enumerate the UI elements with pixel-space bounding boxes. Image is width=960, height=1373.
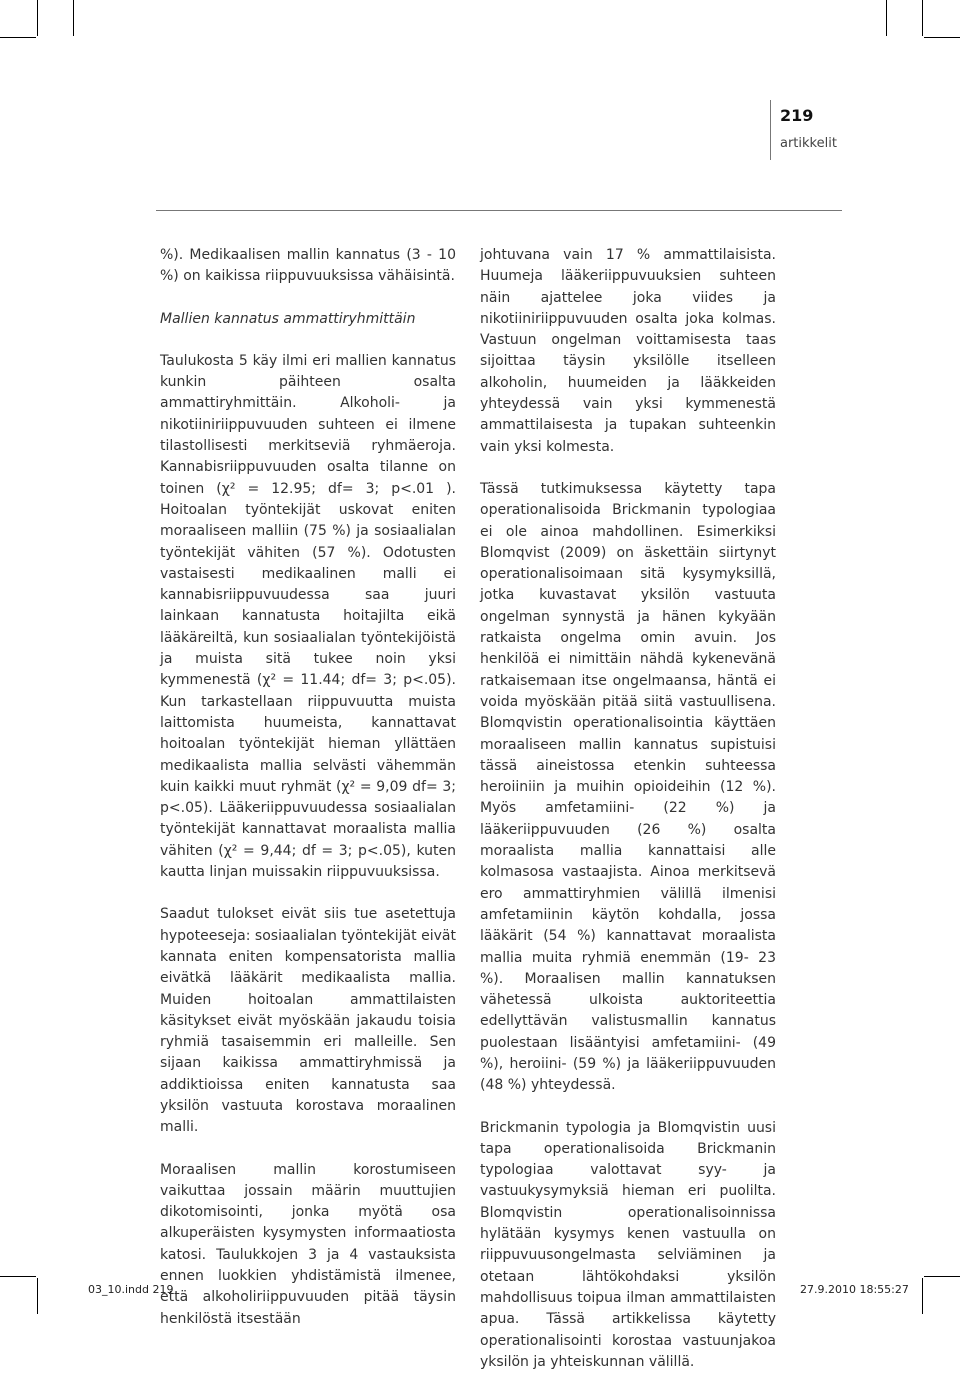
crop-mark <box>922 0 923 36</box>
paragraph: Brickmanin typologia ja Blomqvistin uusi tapa operationalisoida Brickmanin typologiaa valottavat syy- ja vastuukysymyksiä hieman eri puolilta. Blomqvistin operationalisoinnissa hylätään kysymys kenen vastuulla on riippuvuusongelmasta selviäminen ja otetaan lähtökohdaksi yksilön mahdollisuus toipua ilman ammattilaisten apua. Tässä artikkelissa käytetty operationalisointi korostaa vastuunjakoa yksilön ja yhteiskunnan välillä. <box>480 1119 776 1370</box>
paragraph: Tässä tutkimuksessa käytetty tapa operationalisoida Brickmanin typologiaa ei ole ainoa mahdollinen. Esimerkiksi Blomqvist (2009) on äskettäin siirtynyt operationalisoimaan sitä kysymyksillä, jotka kuvastavat yksilön vastuuta ongelman synnystä ja hänen kykyään ratkaista ongelma omin avuin. Jos henkilöä ei nimittäin nähdä kykenevänä ratkaisemaan itse ongelmaansa, häntä ei voida myöskään pitää siitä vastuullisena. Blomqvistin operationalisointia käyttäen moraaliseen mallin kannatus supistuisi tässä aineistossa etenkin suhteessa heroiiniin ja muihin opioideihin (12 %). Myös amfetamiini- (22 %) ja lääkeriippuvuuden (26 %) osalta moraalista mallia kannattaisi alle kolmasosa vastaajista. Ainoa merkitsevä ero ammattiryhmien välillä ilmenisi amfetamiinin käytön kohdalla, jossa lääkärit (54 %) kannattavat moraalista mallia muita ryhmiä enemmän (19- 23 %). Moraalisen mallin kannatuksen vähetessä ulkoista auktoriteettia edellyttävän valistusmallin kannatus puolestaan lisääntyisi amfetamiini- (49 %), heroiini- (59 %) ja lääkeriippuvuuden (48 %) yhteydessä. <box>480 480 776 1094</box>
crop-mark <box>924 37 960 38</box>
crop-mark <box>886 0 887 36</box>
paragraph: Taulukosta 5 käy ilmi eri mallien kannatus kunkin päihteen osalta ammattiryhmittäin. Alkoholi- ja nikotiiniriippuvuuden suhteen ei ilmene tilastollisesti merkitseviä ryhmäeroja. Kannabisriippuvuuden osalta tilanne on toinen (χ² = 12.95; df= 3; p<.01 ). Hoitoalan työntekijät uskovat eniten moraaliseen malliin (75 %) ja sosiaalialan työntekijät vähiten (57 %). Odotusten vastaisesti medikaalinen malli ei kannabisriippuvuudessa saa juuri lainkaan kannatusta hoitajilta eikä lääkäreiltä, kun sosiaalialan työntekijöistä ja muista sitä tukee noin yksi kymmenestä (χ² = 11.44; df= 3; p<.05). Kun tarkastellaan riippuvuutta muista laittomista huumeista, kannattavat hoitoalan työntekijät hieman yllättäen medikaalista mallia selvästi vähemmän kuin kaikki muut ryhmät (χ² = 9,09 df= 3; p<.05). Lääkeriippuvuudessa sosiaalialan työntekijät kannattavat moraalista mallia vähiten (χ² = 9,44; df = 3; p<.05), kuten kautta linjan muissakin riippuvuuksissa. <box>160 352 456 881</box>
right-text-column <box>480 245 776 1373</box>
paragraph-gap <box>160 288 456 309</box>
paragraph-gap <box>480 458 776 479</box>
paragraph: %). Medikaalisen mallin kannatus (3 - 10 %) on kaikissa riippuvuuksissa vähäisintä. <box>160 247 456 285</box>
paragraph-gap <box>160 883 456 904</box>
paragraph: Saadut tulokset eivät siis tue asetettuja hypoteeseja: sosiaalialan työntekijät eivät kannata eniten kompensatorista mallia eivätkä lääkärit medikaalista mallia. Muiden hoitoalan ammattilaisten käsitykset eivät myöskään jakaudu toisia ryhmiä tasaisemmin eri malleille. Sen sijaan kaikissa ammattiryhmissä ja addiktioissa eniten kannatusta saa yksilön vastuuta korostava moraalinen malli. <box>160 906 456 1136</box>
left-text-column <box>160 245 456 1330</box>
footer-filename: 03_10.indd 219 <box>88 1283 174 1296</box>
page-number: 219 <box>780 106 814 125</box>
section-label: artikkelit <box>780 136 837 151</box>
crop-mark <box>0 37 36 38</box>
header-divider <box>770 100 771 160</box>
crop-mark <box>0 1276 36 1277</box>
crop-mark <box>37 0 38 36</box>
paragraph-gap <box>160 330 456 351</box>
section-heading: Mallien kannatus ammattiryhmittäin <box>160 310 416 327</box>
header-rule <box>156 210 842 211</box>
footer-timestamp: 27.9.2010 18:55:27 <box>800 1283 909 1296</box>
paragraph: Moraalisen mallin korostumiseen vaikuttaa jossain määrin muuttujien dikotomisointi, jonka myötä osa alkuperäisten kysymysten informaatiosta katosi. Taulukkojen 3 ja 4 vastauksista ennen luokkien yhdistämistä ilmenee, että alkoholiriippuvuuden pitää täysin henkilöstä itsestään <box>160 1161 456 1327</box>
crop-mark <box>73 0 74 36</box>
crop-mark <box>924 1276 960 1277</box>
crop-mark <box>37 1278 38 1314</box>
paragraph: johtuvana vain 17 % ammattilaisista. Huumeja lääkeriippuvuuksien suhteen näin ajattelee joka viides ja nikotiiniriippuvuuden osalta joka kolmas. Vastuun ongelman voittamisesta taas sijoittaa täysin yksilölle itselleen alkoholin, huumeiden ja lääkkeiden yhteydessä vain yksi kymmenestä ammattilaisesta ja tupakan suhteenkin vain yksi kolmesta. <box>480 247 776 455</box>
crop-mark <box>922 1278 923 1314</box>
paragraph-gap <box>480 1097 776 1118</box>
paragraph-gap <box>160 1139 456 1160</box>
